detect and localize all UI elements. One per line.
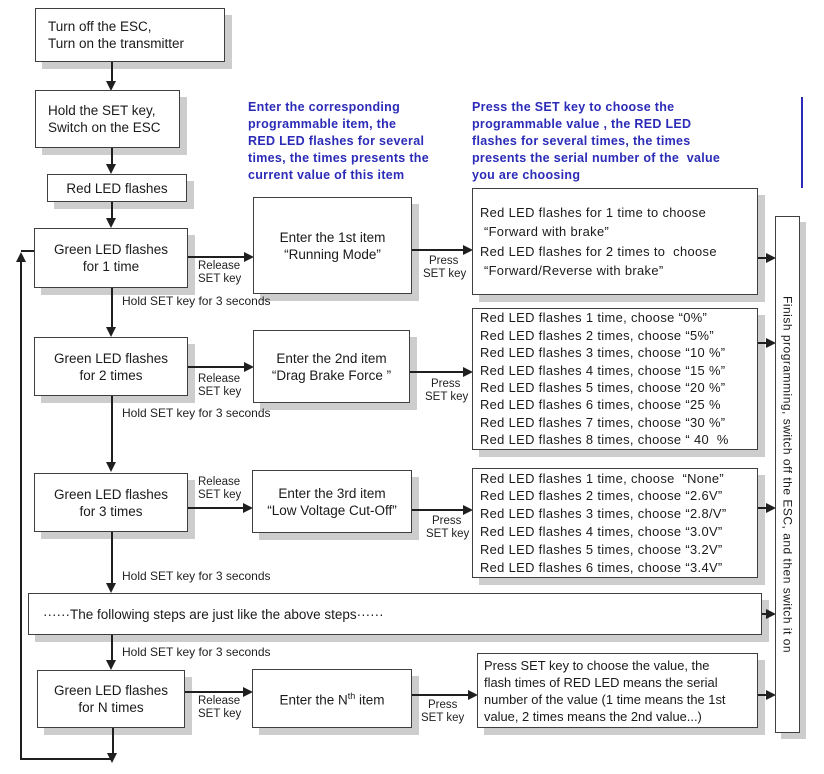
text-line: “Forward/Reverse with brake”	[480, 263, 664, 278]
text-line: number of the value (1 time means the 1st	[484, 691, 726, 707]
text-line: “Drag Brake Force ”	[271, 367, 392, 383]
text-line: Turn off the ESC,	[48, 19, 152, 34]
connector-line	[21, 250, 34, 252]
flow-box-item-3-low-voltage	[252, 470, 412, 533]
text-line: for 3 times	[79, 503, 143, 519]
text-line: Turn on the transmitter	[48, 36, 185, 51]
text-line: Red LED flashes 3 times, choose “2.8/V”	[480, 506, 727, 522]
connector-line	[111, 62, 113, 82]
text-line: ······The following steps are just like the above steps······	[43, 606, 384, 622]
flow-box-green-3-times	[34, 473, 188, 532]
text-line: “Low Voltage Cut-Off”	[267, 502, 397, 518]
connector-line	[412, 509, 464, 511]
text-line: programmable value , the RED LED	[472, 117, 692, 131]
text-line: Red LED flashes for 1 time to choose	[480, 204, 707, 220]
text-line: Red LED flashes 2 times, choose “5%”	[480, 327, 714, 343]
connector-line	[111, 202, 113, 219]
connector-line	[188, 256, 245, 258]
connector-line	[111, 396, 113, 463]
note-programmable-item	[248, 99, 429, 184]
text-line: for 1 time	[82, 259, 140, 274]
text-line: for N times	[78, 700, 144, 715]
connector-line	[20, 261, 22, 760]
flow-box-hold-set-key	[35, 90, 180, 148]
release-label: Release	[198, 373, 241, 385]
text-line: Red LED flashes 6 times, choose “25 %	[480, 397, 721, 413]
arrow-down-icon	[106, 462, 116, 472]
set-key-label: SET key	[423, 268, 467, 280]
text-line	[279, 688, 384, 709]
text-segment: Enter the N	[279, 692, 348, 708]
flow-box-following-steps	[28, 593, 762, 635]
text-line: “Running Mode”	[284, 246, 381, 262]
text-line: Red LED flashes 4 times, choose “3.0V”	[480, 524, 723, 539]
connector-line	[188, 366, 245, 368]
press-label: Press	[428, 699, 458, 711]
text-line: Red LED flashes	[66, 180, 168, 196]
text-line: current value of this item	[248, 168, 405, 182]
flow-box-item-n	[252, 669, 412, 728]
connector-line	[20, 758, 112, 760]
text-line: Red LED flashes for 2 times to choose	[480, 243, 717, 259]
superscript: th	[347, 691, 356, 702]
flow-box-turn-off-esc	[35, 8, 225, 62]
text-line: Enter the corresponding	[248, 100, 401, 114]
set-key-label: SET key	[198, 386, 242, 398]
arrow-down-icon	[106, 583, 116, 593]
hold-set-key-label: Hold SET key for 3 seconds	[122, 406, 271, 420]
connector-line	[111, 148, 113, 165]
press-label: Press	[429, 255, 459, 267]
text-line: Red LED flashes 4 times, choose “15 %”	[480, 362, 726, 378]
text-line: Red LED flashes 3 times, choose “10 %”	[480, 345, 726, 361]
set-key-label: SET key	[425, 391, 469, 403]
set-key-label: SET key	[426, 528, 470, 540]
text-line: Green LED flashes	[53, 683, 169, 698]
flow-box-green-1-time	[34, 228, 188, 288]
text-line: Red LED flashes 2 times, choose “2.6V”	[480, 488, 723, 504]
connector-line	[112, 728, 114, 754]
press-label: Press	[432, 515, 462, 527]
flow-box-red-led-flashes	[47, 174, 187, 202]
text-line: value, 2 times means the 2nd value...)	[484, 708, 702, 724]
connector-line	[111, 635, 113, 661]
arrow-down-icon	[106, 660, 116, 670]
text-line: for 2 times	[79, 367, 143, 383]
release-label: Release	[198, 260, 241, 272]
flow-box-finish-programming	[775, 216, 800, 733]
hold-set-key-label: Hold SET key for 3 seconds	[122, 569, 271, 583]
blue-edge-mark	[801, 97, 803, 188]
text-line: RED LED flashes for several	[248, 134, 425, 148]
flow-box-green-n-times	[37, 670, 185, 728]
set-key-label: SET key	[421, 712, 465, 724]
note-programmable-value	[472, 99, 720, 184]
text-segment: item	[355, 692, 385, 708]
set-key-label: SET key	[198, 273, 242, 285]
release-label: Release	[198, 695, 241, 707]
text-line: Green LED flashes	[53, 350, 169, 366]
release-label: Release	[198, 476, 241, 488]
text-line: programmable item, the	[248, 117, 397, 131]
press-label: Press	[431, 378, 461, 390]
flow-box-values-running-mode	[472, 188, 758, 295]
connector-line	[185, 691, 244, 693]
flow-box-green-2-times	[34, 337, 188, 396]
flow-box-item-2-drag-brake	[253, 330, 410, 403]
flow-box-values-low-voltage	[472, 468, 758, 578]
text-line: Switch on the ESC	[48, 120, 161, 135]
connector-line	[111, 532, 113, 584]
text-line: Red LED flashes 5 times, choose “3.2V”	[480, 541, 723, 557]
connector-line	[188, 507, 244, 509]
text-line: Red LED flashes 1 time, choose “0%”	[480, 310, 708, 326]
arrow-down-icon	[106, 327, 116, 337]
text-line: flash times of RED LED means the serial	[484, 674, 718, 690]
text-line: Finish programming, switch off the ESC, and then switch it on	[780, 295, 795, 654]
text-line: Green LED flashes	[53, 242, 169, 257]
set-key-label: SET key	[198, 708, 242, 720]
text-line: Green LED flashes	[53, 486, 169, 502]
flow-box-item-1-running-mode	[253, 197, 412, 294]
text-line: flashes for several times, the times	[472, 134, 691, 148]
connector-line	[412, 694, 469, 696]
arrow-up-icon	[16, 252, 26, 262]
text-line: Hold the SET key,	[48, 103, 156, 118]
text-line: Red LED flashes 8 times, choose “ 40 %	[480, 432, 729, 448]
arrow-down-icon	[106, 218, 116, 228]
connector-line	[111, 288, 113, 328]
text-line: Red LED flashes 6 times, choose “3.4V”	[480, 559, 723, 575]
text-line: Red LED flashes 5 times, choose “20 %”	[480, 380, 726, 395]
connector-line	[410, 371, 464, 373]
connector-line	[412, 249, 464, 251]
text-line: times, the times presents the	[248, 151, 429, 165]
text-line: Press SET key to choose the value, the	[484, 657, 710, 673]
text-line: Press the SET key to choose the	[472, 100, 675, 114]
hold-set-key-label: Hold SET key for 3 seconds	[122, 645, 271, 659]
text-line: Red LED flashes 1 time, choose “None”	[480, 470, 725, 486]
text-line: “Forward with brake”	[480, 224, 610, 239]
flow-box-values-drag-brake	[472, 308, 758, 450]
set-key-label: SET key	[198, 489, 242, 501]
text-line: presents the serial number of the value	[472, 151, 721, 165]
flow-box-values-n	[477, 653, 758, 728]
text-line: Enter the 3rd item	[278, 485, 386, 501]
text-line: Red LED flashes 7 times, choose “30 %”	[480, 414, 726, 430]
text-line: Enter the 2nd item	[276, 350, 387, 366]
hold-set-key-label: Hold SET key for 3 seconds	[122, 294, 271, 308]
text-line: Enter the 1st item	[279, 229, 386, 245]
text-line: you are choosing	[472, 168, 581, 182]
arrow-down-icon	[106, 164, 116, 174]
